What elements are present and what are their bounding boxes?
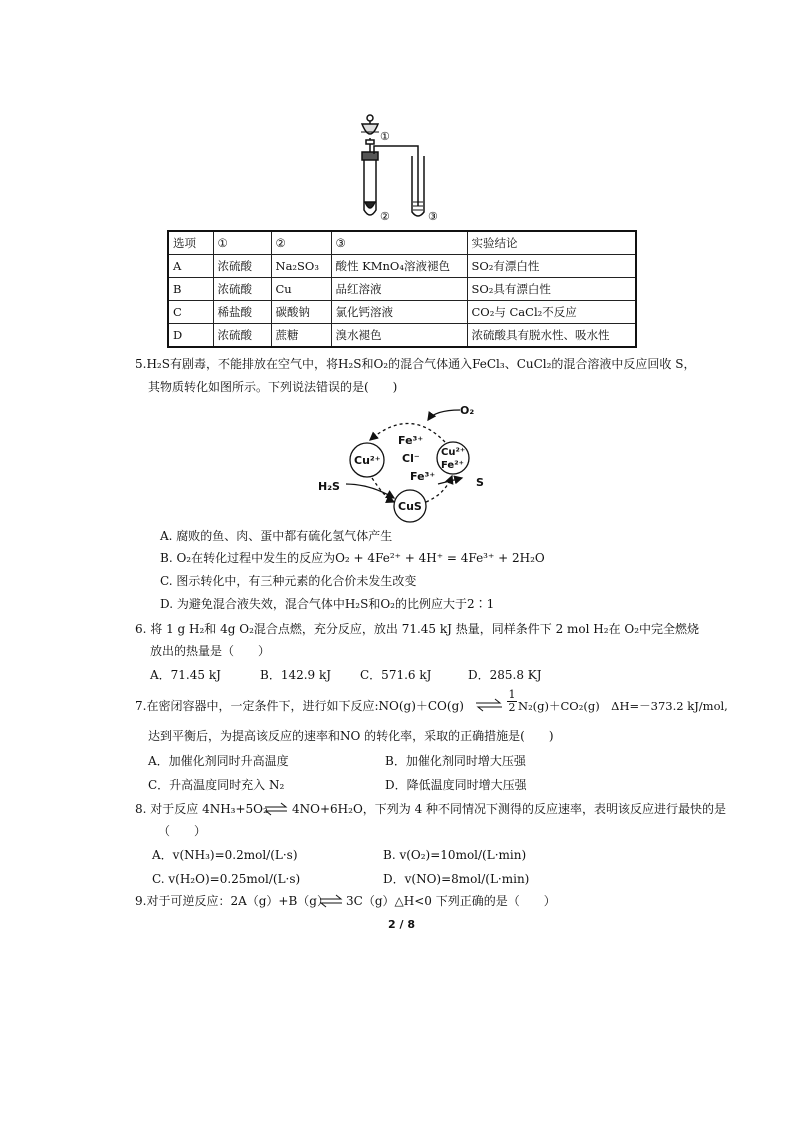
q9-stem-part2: 3C（g）△H<0 下列正确的是（ ） bbox=[346, 894, 556, 908]
equilibrium-arrow-icon bbox=[474, 698, 504, 712]
table-cell: CO₂与 CaCl₂不反应 bbox=[467, 301, 636, 324]
header-cell: ② bbox=[271, 231, 331, 255]
experiment-table bbox=[167, 230, 637, 348]
q8-option-b: B. v(O₂)=10mol/(L·min) bbox=[383, 848, 527, 862]
q8-option-a: A．v(NH₃)=0.2mol/(L·s) bbox=[152, 848, 298, 862]
header-cell: ③ bbox=[331, 231, 467, 255]
table-cell: C bbox=[168, 301, 213, 324]
q5-option-a: A. 腐败的鱼、肉、蛋中都有硫化氢气体产生 bbox=[160, 529, 393, 543]
h2s-label: H₂S bbox=[318, 480, 340, 493]
q7-option-d: D．降低温度同时增大压强 bbox=[385, 778, 527, 792]
q7-option-a: A．加催化剂同时升高温度 bbox=[148, 754, 289, 768]
q9-stem-part1: 9.对于可逆反应：2A（g）+B（g） bbox=[135, 894, 329, 908]
table-cell: Na₂SO₃ bbox=[271, 255, 331, 278]
q5-option-c: C. 图示转化中，有三种元素的化合价未发生改变 bbox=[160, 574, 417, 588]
cu2-right-label: Cu²⁺ bbox=[441, 447, 466, 458]
fe3-top-label: Fe³⁺ bbox=[398, 434, 424, 447]
table-cell: 浓硫酸具有脱水性、吸水性 bbox=[467, 324, 636, 348]
q5-option-d: D. 为避免混合液失效，混合气体中H₂S和O₂的比例应大于2∶1 bbox=[160, 597, 495, 611]
table-cell: SO₂具有漂白性 bbox=[467, 278, 636, 301]
q7-stem-part1: 7.在密闭容器中，一定条件下，进行如下反应:NO(g)＋CO(g) bbox=[135, 699, 464, 713]
q6-option-b: B．142.9 kJ bbox=[260, 668, 332, 682]
label-3: ③ bbox=[428, 210, 438, 223]
equilibrium-arrow-icon bbox=[318, 894, 344, 908]
table-cell: SO₂有漂白性 bbox=[467, 255, 636, 278]
table-cell: Cu bbox=[271, 278, 331, 301]
table-row bbox=[168, 278, 636, 301]
cl-label: Cl⁻ bbox=[402, 452, 420, 465]
page-number: 2 / 8 bbox=[388, 918, 415, 931]
table-header-row bbox=[168, 231, 636, 255]
table-cell: 浓硫酸 bbox=[213, 324, 271, 348]
q7-fraction-numerator: 1 bbox=[508, 688, 516, 701]
o2-label: O₂ bbox=[460, 404, 475, 417]
q6-option-d: D．285.8 KJ bbox=[468, 668, 542, 682]
table-cell: 品红溶液 bbox=[331, 278, 467, 301]
q6-stem-line2: 放出的热量是（ ） bbox=[150, 644, 271, 658]
table-cell: 蔗糖 bbox=[271, 324, 331, 348]
q7-option-b: B．加催化剂同时增大压强 bbox=[385, 754, 526, 768]
label-2: ② bbox=[380, 210, 390, 223]
q8-stem-part1: 8. 对于反应 4NH₃+5O₂ bbox=[135, 802, 268, 816]
q8-option-d: D．v(NO)=8mol/(L·min) bbox=[383, 872, 530, 886]
table-cell: 浓硫酸 bbox=[213, 255, 271, 278]
q5-stem-line1: 5.H₂S有剧毒，不能排放在空气中，将H₂S和O₂的混合气体通入FeCl₃、CuCl₂的混合溶液中反应回收 S， bbox=[135, 357, 696, 371]
header-cell: ① bbox=[213, 231, 271, 255]
q8-stem-line2: （ ） bbox=[158, 824, 207, 838]
table-cell: A bbox=[168, 255, 213, 278]
table-cell: 溴水褪色 bbox=[331, 324, 467, 348]
gas-generation-apparatus bbox=[350, 110, 460, 225]
equilibrium-arrow-icon bbox=[263, 802, 289, 816]
h2s-conversion-diagram bbox=[310, 398, 510, 523]
q7-fraction bbox=[507, 689, 517, 714]
q7-option-c: C．升高温度同时充入 N₂ bbox=[148, 778, 285, 792]
table-cell: 酸性 KMnO₄溶液褪色 bbox=[331, 255, 467, 278]
table-row bbox=[168, 255, 636, 278]
q8-option-c: C. v(H₂O)=0.25mol/(L·s) bbox=[152, 872, 301, 886]
q6-stem-line1: 6. 将 1 g H₂和 4g O₂混合点燃，充分反应，放出 71.45 kJ 热量，同样条件下 2 mol H₂在 O₂中完全燃烧 bbox=[135, 622, 700, 636]
q7-stem-part2: N₂(g)＋CO₂(g) ΔH=－373.2 kJ/mol, bbox=[518, 699, 728, 713]
q6-option-c: C．571.6 kJ bbox=[360, 668, 432, 682]
table-cell: 碳酸钠 bbox=[271, 301, 331, 324]
table-cell: 稀盐酸 bbox=[213, 301, 271, 324]
table-cell: 浓硫酸 bbox=[213, 278, 271, 301]
label-1: ① bbox=[380, 130, 390, 143]
cu2-label: Cu²⁺ bbox=[354, 454, 381, 467]
table-cell: B bbox=[168, 278, 213, 301]
fe3-bottom-label: Fe³⁺ bbox=[410, 470, 436, 483]
q6-option-a: A．71.45 kJ bbox=[150, 668, 221, 682]
q5-stem-line2: 其物质转化如图所示。下列说法错误的是( ) bbox=[148, 380, 398, 394]
table-row bbox=[168, 324, 636, 348]
header-cell: 选项 bbox=[168, 231, 213, 255]
q8-stem-part2: 4NO+6H₂O，下列为 4 种不同情况下测得的反应速率，表明该反应进行最快的是 bbox=[292, 802, 727, 816]
q5-option-b: B. O₂在转化过程中发生的反应为O₂ + 4Fe²⁺ + 4H⁺ = 4Fe³⁺ + 2H₂O bbox=[160, 551, 545, 565]
cus-label: CuS bbox=[398, 500, 422, 513]
fe2-right-label: Fe²⁺ bbox=[441, 460, 464, 471]
q7-fraction-denominator: 2 bbox=[508, 701, 516, 714]
s-label: S bbox=[476, 476, 484, 489]
q7-stem-line2: 达到平衡后，为提高该反应的速率和NO 的转化率，采取的正确措施是( ) bbox=[148, 729, 554, 743]
header-cell: 实验结论 bbox=[467, 231, 636, 255]
table-cell: D bbox=[168, 324, 213, 348]
table-cell: 氯化钙溶液 bbox=[331, 301, 467, 324]
table-row bbox=[168, 301, 636, 324]
